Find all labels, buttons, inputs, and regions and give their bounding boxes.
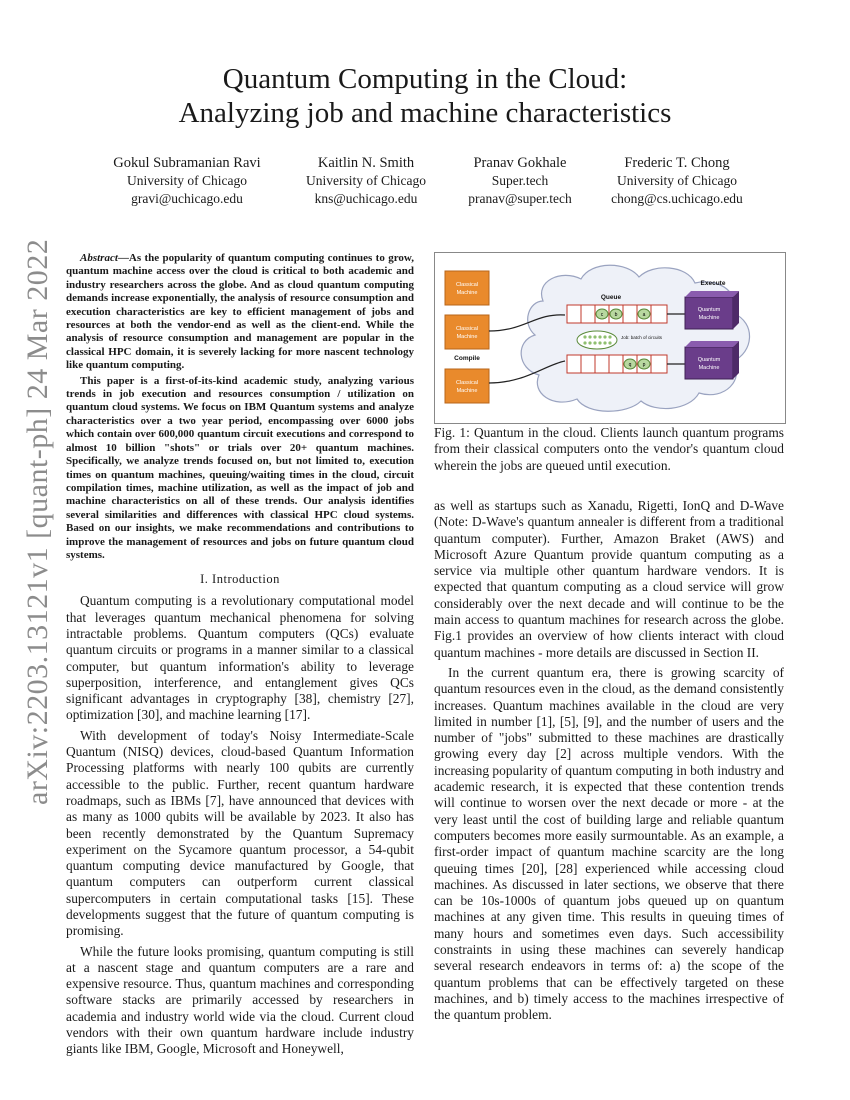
batch-label: Job: batch of circuits xyxy=(621,335,663,340)
job-batch xyxy=(577,331,617,349)
svg-text:q: q xyxy=(628,362,632,368)
intro-paragraph-1: Quantum computing is a revolutionary computational model that leverages quantum mechanical phenomena for solving intractable problems. Quantum computers (QCs) evaluate quantum circuits or programs in a manner similar to a classical computer, but quantum information's ability to leverage superposition, interference, and entanglement gives QCs significant advantages in cryptography [38], chemistry [27], optimization [30], and machine learning [17]. xyxy=(66,593,414,723)
classical-machine-2 xyxy=(445,315,489,349)
svg-text:Machine: Machine xyxy=(698,315,720,321)
svg-text:Machine: Machine xyxy=(456,334,478,340)
right-paragraph-1: as well as startups such as Xanadu, Rigetti, IonQ and D-Wave (Note: D-Wave's quantum annealer is different from a traditional quantum computer). Further, Amazon Braket (AWS) and Microsoft Azure Quantum provide quantum computing as a service via multiple other quantum hardware vendors. It is expected that quantum computing as a cloud service will grow considerably over the next decade and will continue to be the main access to quantum machines for research across the globe. Fig.1 provides an overview of how clients interact with cloud quantum machines - more details are discussed in Section II. xyxy=(434,498,784,660)
svg-text:Quantum: Quantum xyxy=(697,307,721,313)
abstract-label: Abstract xyxy=(80,252,118,264)
arxiv-identifier: arXiv:2203.13121v1 [quant-ph] 24 Mar 2022 xyxy=(21,238,54,805)
author-4: Frederic T. Chong University of Chicago chong@cs.uchicago.edu xyxy=(611,155,743,206)
quantum-cloud-diagram xyxy=(435,253,785,423)
svg-text:Quantum: Quantum xyxy=(697,357,721,363)
author-3: Pranav Gokhale Super.tech pranav@super.tech xyxy=(468,155,572,206)
compile-label: Compile xyxy=(454,355,480,362)
author-1: Gokul Subramanian Ravi University of Chicago gravi@uchicago.edu xyxy=(113,155,261,206)
right-paragraph-2: In the current quantum era, there is growing scarcity of quantum resources even in the cloud, as the demand consistently increases. Quantum machines available in the cloud are very limited in number [1], [5], [9], and the number of users and the number of "jobs" submitted to these machines are drastically growing every day [2] across multiple vendors. With the increasing popularity of quantum computing in both industry and academic research, it is expected that these contention trends will continue to worsen over the next decade or more - at the very least until the cost of building large and reliable quantum computers becomes more easily surmountable. As an example, a first-order impact of quantum machine scarcity are the long queuing times [20], [28] experienced while accessing cloud machines. As discussed in later sections, we observe that there can be 10s-1000s of quantum jobs queued up on quantum machines at any given time. This results in queuing times of many hours and sometimes even days. Such accessibility constraints in using these machines can severely handicap several research endeavors in terms of: a) the scope of the quantum problems that can be effectively targeted on these machines, and b) timely access to the machines irrespective of the quantum problem. xyxy=(434,664,784,1023)
svg-text:b: b xyxy=(614,312,618,318)
abstract-paragraph-2: This paper is a first-of-its-kind academic study, analyzing various trends in job execution and resources consumption / utilization on quantum cloud systems. We focus on IBM Quantum systems and analyze characteristics over a two year period, encompassing over 6000 jobs which contain over 600,000 quantum circuit executions and correspond to almost 10 billion "shots" or trials over 20+ quantum machines. Specifically, we analyze trends focused on, but not limited to, execution times on quantum machines, queuing/waiting times in the cloud, circuit compilation times, machine utilization, as well as the impact of job and machine characteristics on all of these trends. Our analysis identifies several similarities and differences with classical HPC cloud systems. Based on our insights, we make recommendations and contributions to improve the management of resources and jobs on future quantum cloud systems. xyxy=(66,374,414,561)
svg-text:p: p xyxy=(642,362,646,368)
svg-text:Classical: Classical xyxy=(455,326,479,332)
quantum-machine-1 xyxy=(685,297,733,329)
intro-paragraph-2: With development of today's Noisy Intermediate-Scale Quantum (NISQ) devices, cloud-based Quantum Information Processing platforms with nearly 100 qubits are currently accessible to the public. Further, recent quantum hardware roadmaps, such as IBMs [7], have announced that devices with as many as 1000 qubits will be available by 2023. It also has been recently demonstrated by the Quantum Supremacy experiment on the Sycamore quantum processor, a 54-qubit quantum computing device manufactured by Google, that quantum computers can outperform current classical supercomputers in certain computational tasks [15]. These developments suggest that the future of quantum computing is promising. xyxy=(66,727,414,939)
svg-text:c: c xyxy=(600,312,604,318)
svg-text:Machine: Machine xyxy=(456,388,478,394)
quantum-machine-2 xyxy=(685,347,733,379)
svg-text:Machine: Machine xyxy=(698,365,720,371)
svg-text:a: a xyxy=(642,312,646,318)
intro-paragraph-3: While the future looks promising, quantum computing is still at a nascent stage and quantum computers are a rare and expensive resource. Thus, quantum machines and corresponding software stacks are primarily accessed by researchers in academia and industry world wide via the cloud. Current cloud vendors with their own quantum hardware include industry giants like IBM, Google, Microsoft and Honeywell, xyxy=(66,943,414,1057)
abstract-paragraph-1: Abstract—As the popularity of quantum computing continues to grow, quantum machine access over the cloud is critical to both academic and industry researchers across the globe. And as cloud quantum computing demands increase exponentially, the analysis of resource consumption and execution characteristics are key to efficient management of jobs and resources at both the vendor-end as well as the client-end. While the analysis of resource consumption and management are popular in the classical HPC domain, it is severely lacking for more nascent technology like quantum computing. xyxy=(66,252,414,372)
svg-text:Classical: Classical xyxy=(455,380,479,386)
queue-bottom xyxy=(567,355,667,373)
section-heading: I. Introduction xyxy=(200,572,280,587)
classical-machine-1 xyxy=(445,271,489,305)
left-column xyxy=(66,252,414,1062)
title-line-1: Quantum Computing in the Cloud: xyxy=(222,63,628,95)
classical-machine-3 xyxy=(445,369,489,403)
figure-caption: Fig. 1: Quantum in the cloud. Clients launch quantum programs from their classical computers onto the vendor's quantum cloud wherein the jobs are queued until execution. xyxy=(434,425,784,473)
author-2: Kaitlin N. Smith University of Chicago kns@uchicago.edu xyxy=(306,155,426,206)
right-column xyxy=(434,498,784,1028)
title-line-2: Analyzing job and machine characteristics xyxy=(178,97,672,129)
paper-title xyxy=(0,62,850,130)
execute-label: Execute xyxy=(700,280,726,287)
svg-text:Machine: Machine xyxy=(456,290,478,296)
figure-1 xyxy=(434,252,786,424)
queue-label: Queue xyxy=(600,294,622,301)
classical-label-1: Classical xyxy=(455,282,479,288)
